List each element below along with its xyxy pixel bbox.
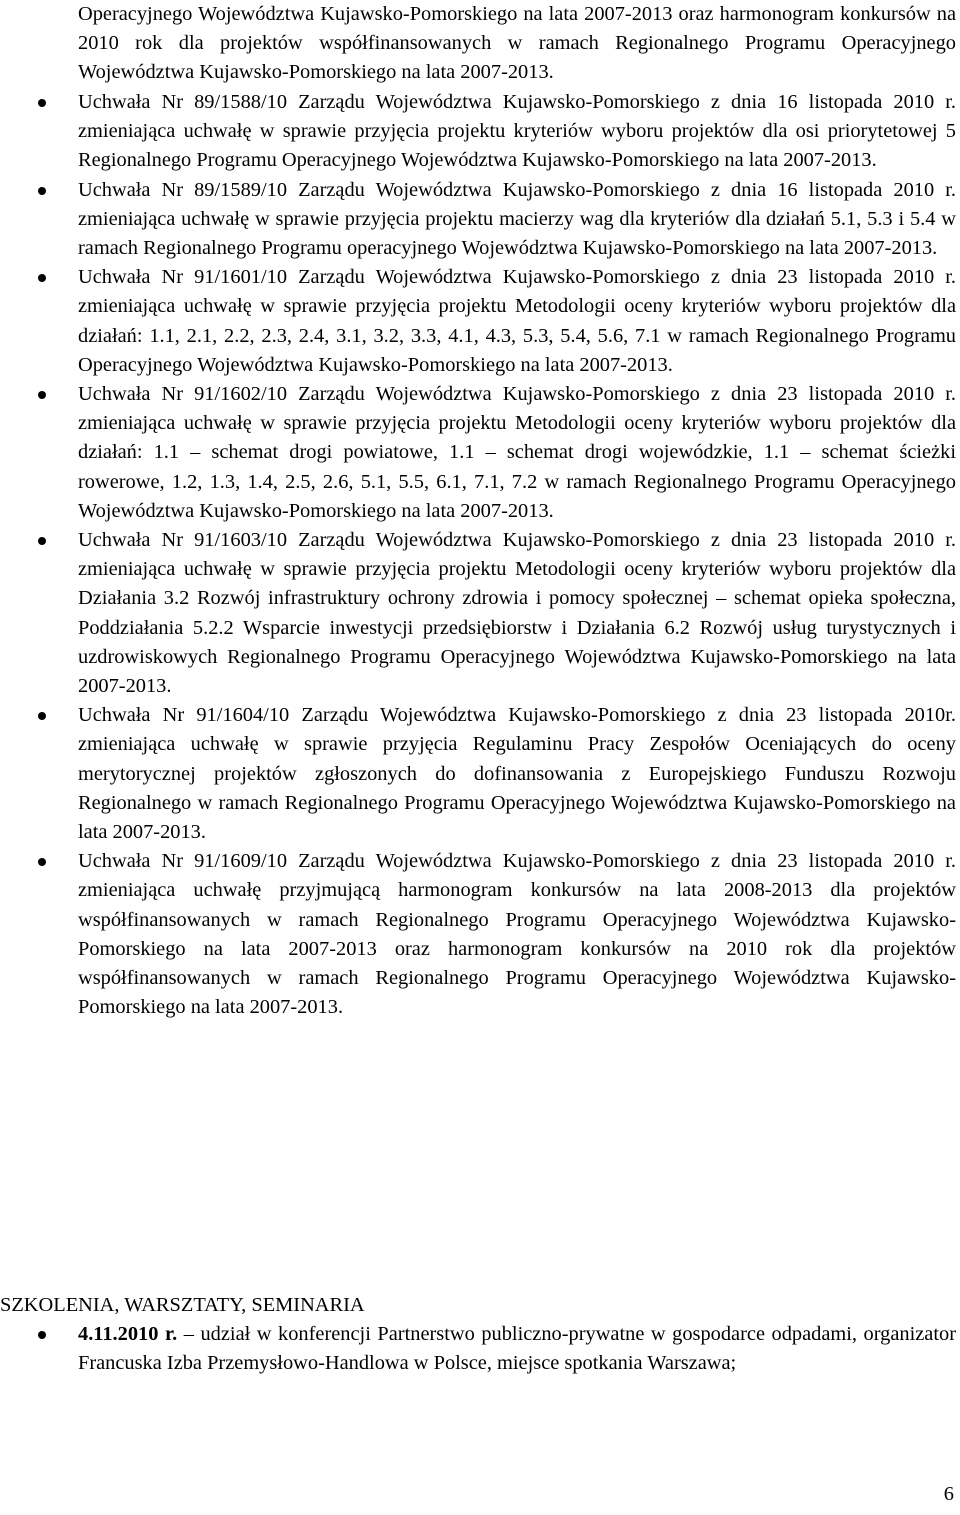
resolution-text: Uchwała Nr 89/1588/10 Zarządu Województwa Kujawsko-Pomorskiego z dnia 16 listopada 2010 r. zmieniająca uchwałę w sprawie przyjęcia projektu kryteriów wyboru projektów dla osi priorytetowej 5 Regionalnego Programu Operacyjnego Województwa Kujawsko-Pomorskiego na lata 2007-2013. <box>78 91 956 172</box>
page-number: 6 <box>943 1483 954 1505</box>
training-description: – udział w konferencji Partnerstwo publiczno-prywatne w gospodarce odpadami, organizator Francuska Izba Przemysłowo-Handlowa w Polsce, miejsce spotkania Warszawa; <box>78 1323 956 1375</box>
training-date: 4.11.2010 r. <box>78 1323 178 1345</box>
list-item <box>78 380 956 526</box>
list-item <box>78 176 956 264</box>
list-item <box>78 701 956 847</box>
bullet-icon <box>38 274 46 282</box>
bullet-icon <box>38 537 46 545</box>
resolution-text: Uchwała Nr 91/1601/10 Zarządu Województwa Kujawsko-Pomorskiego z dnia 23 listopada 2010 r. zmieniająca uchwałę w sprawie przyjęcia projektu Metodologii oceny kryteriów wyboru projektów dla działań: 1.1, 2.1, 2.2, 2.3, 2.4, 3.1, 3.2, 3.3, 4.1, 4.3, 5.3, 5.4, 5.6, 7.1 w ramach Regionalnego Programu Operacyjnego Województwa Kujawsko-Pomorskiego na lata 2007-2013. <box>78 266 956 376</box>
list-item <box>78 88 956 176</box>
list-item <box>78 526 956 701</box>
section-heading: SZKOLENIA, WARSZTATY, SEMINARIA <box>0 1294 365 1316</box>
resolution-text: Uchwała Nr 89/1589/10 Zarządu Województwa Kujawsko-Pomorskiego z dnia 16 listopada 2010 r. zmieniająca uchwałę w sprawie przyjęcia projektu macierzy wag dla kryteriów dla działań 5.1, 5.3 i 5.4 w ramach Regionalnego Programu operacyjnego Województwa Kujawsko-Pomorskiego na lata 2007-2013. <box>78 178 956 260</box>
resolution-text: Uchwała Nr 91/1602/10 Zarządu Województwa Kujawsko-Pomorskiego z dnia 23 listopada 2010 r. zmieniająca uchwałę w sprawie przyjęcia projektu Metodologii oceny kryteriów wyboru projektów dla działań: 1.1 – schemat drogi powiatowe, 1.1 – schemat drogi wojewódzkie, 1.1 – schemat ścieżki rowerowe, 1.2, 1.3, 1.4, 2.5, 2.6, 5.1, 5.5, 6.1, 7.1, 7.2 w ramach Regionalnego Programu Operacyjnego Województwa Kujawsko-Pomorskiego na lata 2007-2013. <box>78 383 956 522</box>
list-item <box>78 263 956 380</box>
bullet-icon <box>38 99 46 107</box>
resolution-text: Uchwała Nr 91/1609/10 Zarządu Województwa Kujawsko-Pomorskiego z dnia 23 listopada 2010 r. zmieniająca uchwałę przyjmującą harmonogram konkursów na lata 2008-2013 dla projektów współfinansowanych w ramach Regionalnego Programu Operacyjnego Województwa Kujawsko-Pomorskiego na lata 2007-2013 oraz harmonogram konkursów na 2010 rok dla projektów współfinansowanych w ramach Regionalnego Programu Operacyjnego Województwa Kujawsko-Pomorskiego na lata 2007-2013. <box>78 850 956 1019</box>
training-list <box>78 1320 956 1378</box>
list-item <box>78 1320 956 1378</box>
bullet-icon <box>38 1331 46 1339</box>
resolution-text: Uchwała Nr 91/1603/10 Zarządu Województwa Kujawsko-Pomorskiego z dnia 23 listopada 2010 r. zmieniająca uchwałę w sprawie przyjęcia projektu Metodologii oceny kryteriów wyboru projektów dla Działania 3.2 Rozwój infrastruktury ochrony zdrowia i pomocy społecznej – schemat opieka społeczna, Poddziałania 5.2.2 Wsparcie inwestycji przedsiębiorstw i Działania 6.2 Rozwój usług turystycznych i uzdrowiskowych Regionalnego Programu Operacyjnego Województwa Kujawsko-Pomorskiego na lata 2007-2013. <box>78 529 956 698</box>
bullet-icon <box>38 187 46 195</box>
resolution-text: Uchwała Nr 91/1604/10 Zarządu Województwa Kujawsko-Pomorskiego z dnia 23 listopada 2010r. zmieniająca uchwałę w sprawie przyjęcia Regulaminu Pracy Zespołów Oceniających do oceny merytorycznej projektów zgłoszonych do dofinansowania z Europejskiego Funduszu Rozwoju Regionalnego w ramach Regionalnego Programu Operacyjnego Województwa Kujawsko-Pomorskiego na lata 2007-2013. <box>78 704 956 844</box>
bullet-icon <box>38 858 46 866</box>
bullet-icon <box>38 712 46 720</box>
list-item <box>78 847 956 1022</box>
training-item-text <box>78 1320 956 1378</box>
resolution-list <box>78 88 956 1023</box>
intro-paragraph: Operacyjnego Województwa Kujawsko-Pomorskiego na lata 2007-2013 oraz harmonogram konkursów na 2010 rok dla projektów współfinansowanych w ramach Regionalnego Programu Operacyjnego Województwa Kujawsko-Pomorskiego na lata 2007-2013. <box>78 3 956 84</box>
bullet-icon <box>38 391 46 399</box>
